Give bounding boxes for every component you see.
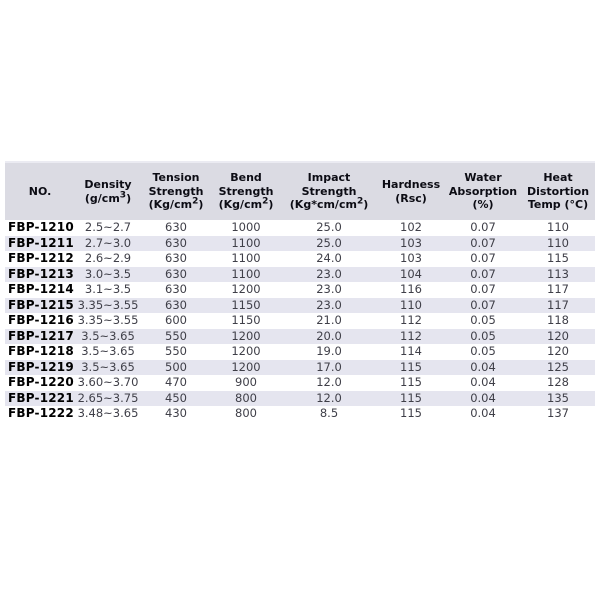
table-row [5, 375, 595, 391]
cell-tension: 600 [165, 313, 187, 327]
cell-impact: 23.0 [316, 297, 342, 312]
cell-impact: 19.0 [316, 344, 342, 358]
cell-no: FBP-1211 [8, 235, 74, 250]
column-header-bend-line: $(Kg/cm^2)$ [218, 196, 274, 212]
table-row [5, 344, 595, 360]
column-header-water-line: Absorption [448, 184, 518, 198]
cell-bend: 1000 [231, 220, 261, 234]
cell-bend: 1150 [231, 297, 261, 312]
cell-hardness: 116 [400, 282, 422, 296]
column-header-impact-line: $(Kg*cm/cm^2)$ [289, 196, 369, 212]
cell-hardness: 115 [400, 359, 422, 374]
cell-no: FBP-1210 [8, 220, 74, 234]
column-header-water [445, 163, 521, 220]
column-header-bend-line: Bend [230, 171, 262, 185]
cell-water: 0.07 [470, 266, 496, 281]
column-header-bend [211, 163, 281, 220]
cell-bend: 1200 [231, 328, 261, 343]
cell-hardness: 102 [400, 220, 422, 234]
column-header-hardness-line: (Rsc) [395, 191, 427, 205]
cell-tension: 630 [165, 266, 187, 281]
table-row [5, 360, 595, 376]
cell-tension: 550 [165, 328, 187, 343]
cell-impact: 25.0 [316, 235, 342, 250]
column-header-heat-line: Distortion [526, 184, 590, 198]
table-row [5, 236, 595, 252]
cell-water: 0.04 [470, 375, 496, 389]
cell-hardness: 115 [400, 390, 422, 405]
cell-bend: 1150 [231, 313, 261, 327]
cell-impact: 8.5 [319, 406, 339, 420]
cell-tension: 630 [165, 282, 187, 296]
cell-impact: 23.0 [316, 282, 342, 296]
cell-heat: 120 [547, 328, 569, 343]
cell-bend: 800 [235, 390, 257, 405]
column-header-tension-line: Tension [152, 171, 200, 185]
cell-water: 0.05 [470, 344, 496, 358]
material-spec-table [5, 161, 595, 422]
cell-bend: 800 [235, 406, 257, 420]
column-header-no [5, 163, 75, 220]
cell-no: FBP-1219 [8, 359, 74, 374]
cell-density: 2.6~2.9 [84, 251, 132, 265]
cell-heat: 113 [547, 266, 569, 281]
cell-impact: 20.0 [316, 328, 342, 343]
cell-hardness: 103 [400, 235, 422, 250]
cell-density: 3.5~3.65 [81, 328, 135, 343]
cell-bend: 1200 [231, 282, 261, 296]
cell-impact: 12.0 [316, 390, 342, 405]
cell-tension: 450 [165, 390, 187, 405]
column-header-heat-line: Heat [543, 171, 573, 185]
table-row [5, 282, 595, 298]
cell-tension: 630 [165, 235, 187, 250]
cell-bend: 1200 [231, 359, 261, 374]
table-row [5, 267, 595, 283]
cell-water: 0.07 [470, 297, 496, 312]
cell-impact: 21.0 [316, 313, 342, 327]
cell-density: 3.60~3.70 [77, 375, 139, 389]
cell-density: 3.5~3.65 [81, 344, 135, 358]
cell-tension: 630 [165, 297, 187, 312]
cell-no: FBP-1216 [8, 313, 74, 327]
column-header-tension-line: $(Kg/cm^2)$ [148, 196, 204, 212]
column-header-impact-line: Strength [301, 184, 357, 198]
cell-hardness: 112 [400, 328, 422, 343]
cell-water: 0.07 [470, 251, 496, 265]
cell-hardness: 103 [400, 251, 422, 265]
cell-bend: 900 [235, 375, 257, 389]
cell-density: 3.48~3.65 [77, 406, 139, 420]
column-header-no-line: NO. [28, 184, 52, 198]
column-header-heat-line: Temp (°C) [527, 198, 589, 212]
cell-heat: 125 [547, 359, 569, 374]
table-row [5, 251, 595, 267]
column-header-hardness [377, 163, 445, 220]
column-header-hardness-line: Hardness [381, 178, 441, 191]
cell-heat: 117 [547, 297, 569, 312]
cell-density: 2.7~3.0 [84, 235, 132, 250]
cell-no: FBP-1217 [8, 328, 74, 343]
column-header-bend-line: Strength [218, 184, 274, 198]
cell-water: 0.05 [470, 328, 496, 343]
cell-density: 2.65~3.75 [77, 390, 139, 405]
cell-density: 3.1~3.5 [84, 282, 132, 296]
cell-bend: 1100 [231, 235, 261, 250]
cell-water: 0.04 [470, 406, 496, 420]
cell-water: 0.07 [470, 220, 496, 234]
table-row [5, 406, 595, 422]
cell-bend: 1100 [231, 266, 261, 281]
cell-impact: 24.0 [316, 251, 342, 265]
cell-tension: 500 [165, 359, 187, 374]
cell-tension: 630 [165, 220, 187, 234]
cell-no: FBP-1220 [8, 375, 74, 389]
cell-heat: 118 [547, 313, 569, 327]
column-header-density-line: Density [84, 178, 132, 191]
cell-bend: 1100 [231, 251, 261, 265]
column-header-water-line: (%) [472, 198, 494, 212]
cell-hardness: 114 [400, 344, 422, 358]
cell-no: FBP-1215 [8, 297, 74, 312]
cell-tension: 470 [165, 375, 187, 389]
cell-no: FBP-1218 [8, 344, 74, 358]
column-header-density-line: $(g/cm^3)$ [84, 189, 132, 205]
cell-heat: 120 [547, 344, 569, 358]
cell-bend: 1200 [231, 344, 261, 358]
cell-no: FBP-1212 [8, 251, 74, 265]
cell-no: FBP-1221 [8, 390, 74, 405]
column-header-tension-line: Strength [148, 184, 204, 198]
cell-water: 0.05 [470, 313, 496, 327]
cell-density: 2.5~2.7 [84, 220, 132, 234]
column-header-tension [141, 163, 211, 220]
column-header-impact [281, 163, 377, 220]
cell-impact: 23.0 [316, 266, 342, 281]
cell-no: FBP-1222 [8, 406, 74, 420]
cell-heat: 110 [547, 220, 569, 234]
cell-density: 3.0~3.5 [84, 266, 132, 281]
table-row [5, 220, 595, 236]
cell-hardness: 115 [400, 375, 422, 389]
table-row [5, 298, 595, 314]
cell-heat: 110 [547, 235, 569, 250]
cell-no: FBP-1213 [8, 266, 74, 281]
cell-density: 3.35~3.55 [77, 313, 139, 327]
cell-impact: 12.0 [316, 375, 342, 389]
cell-water: 0.04 [470, 390, 496, 405]
column-header-impact-line: Impact [307, 171, 351, 185]
table-header-row [5, 161, 595, 220]
cell-hardness: 112 [400, 313, 422, 327]
column-header-water-line: Water [464, 171, 502, 185]
table-body [5, 220, 595, 422]
table-row [5, 329, 595, 345]
cell-density: 3.35~3.55 [77, 297, 139, 312]
table-row [5, 391, 595, 407]
cell-heat: 117 [547, 282, 569, 296]
cell-tension: 550 [165, 344, 187, 358]
column-header-density [75, 163, 141, 220]
cell-heat: 115 [547, 251, 569, 265]
cell-heat: 135 [547, 390, 569, 405]
cell-hardness: 115 [400, 406, 422, 420]
cell-heat: 137 [547, 406, 569, 420]
cell-hardness: 110 [400, 297, 422, 312]
cell-heat: 128 [547, 375, 569, 389]
cell-impact: 17.0 [316, 359, 342, 374]
cell-impact: 25.0 [316, 220, 342, 234]
column-header-heat [521, 163, 595, 220]
cell-water: 0.07 [470, 282, 496, 296]
cell-tension: 630 [165, 251, 187, 265]
cell-tension: 430 [165, 406, 187, 420]
cell-hardness: 104 [400, 266, 422, 281]
cell-water: 0.04 [470, 359, 496, 374]
cell-density: 3.5~3.65 [81, 359, 135, 374]
cell-water: 0.07 [470, 235, 496, 250]
table-row [5, 313, 595, 329]
cell-no: FBP-1214 [8, 282, 74, 296]
